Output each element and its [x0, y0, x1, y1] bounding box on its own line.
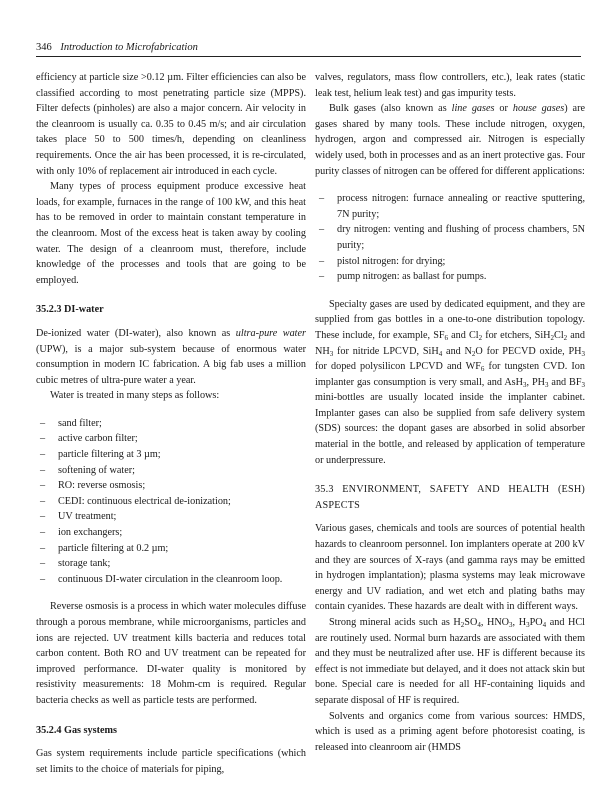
list-item: – UV treatment; — [36, 509, 306, 525]
paragraph: Reverse osmosis is a process in which water molecules diffuse through a porous membrane, while microorganisms, particles and ions are rejected. UV treatment kills bacteria and reduces total carbon content. Both RO and UV treatment can be repeated for improved performance. DI-water quality is monitored by resistivity measurements: 18 Mohm-cm is required. Regular bacteria checks as well as particle tests are performed. — [36, 601, 306, 706]
list-item: – continuous DI-water circulation in the cleanroom loop. — [36, 572, 306, 588]
page-number: 346 — [36, 42, 52, 53]
nitrogen-class-list — [315, 191, 585, 285]
paragraph: efficiency at particle size >0.12 µm. Filter efficiencies can also be classified according to most penetrating particle size (MPPS). Filter defects (pinholes) are also a major concern. Air velocity in the cleanroom is usually ca. 0.35 to 0.45 m/s; and air circulation takes place 50 to 500 times/h, depending on cleanliness requirements. Once the air has been processed, it is re-circulated, with only 10% of replacement air introduced in each cycle. — [36, 72, 306, 177]
paragraph: Gas system requirements include particle specifications (which set limits to the choice of materials for piping, — [36, 748, 306, 775]
paragraph: Solvents and organics come from various sources: HMDS, which is used as a priming agent before photoresist coating, is released into cleanroom air (HMDS — [315, 710, 585, 753]
list-item: – pistol nitrogen: for drying; — [315, 254, 585, 270]
list-item: – pump nitrogen: as ballast for pumps. — [315, 269, 585, 285]
paragraph-specialty-gases: Specialty gases are used by dedicated equipment, and they are supplied from gas bottles in a one-to-one distribution topology. These include, for example, $SF_6$ and $Cl_2$ for etchers, $SiH_2Cl_2$ and $NH_3$ for nitride LPCVD, SiH$_4$ and $N_2O$ for PECVD oxide, $PH_3$ for doped polysilicon LPCVD and $WF_6$ for tungsten CVD. Ion implanter gas consumption is very small, and AsH$_3$, $PH_3$ and $BF_3$ mini-bottles are usually located inside the implanter cabinet. Implanter gases can also be supplied from safe delivery system (SDS) sources: the dopant gases are absorbed in solid absorber material in the bottle, and released by application of temperature or underpressure. — [315, 298, 586, 466]
section-heading-esh: 35.3 ENVIRONMENT, SAFETY AND HEALTH (ESH) ASPECTS — [315, 484, 585, 511]
list-item: – RO: reverse osmosis; — [36, 478, 306, 494]
right-column — [315, 70, 585, 755]
paragraph: valves, regulators, mass flow controllers, etc.), leak rates (static leak test, helium leak test) and gas impurity tests. — [315, 72, 585, 99]
running-title: Introduction to Microfabrication — [60, 42, 198, 53]
paragraph: Bulk gases (also known as line gases or house gases) are gases shared by many tools. These include nitrogen, oxygen, hydrogen, argon and compressed air. Nitrogen is especially widely used, both in processes and as an inert protective gas. Four purity classes of nitrogen can be offered for different applications: — [315, 103, 585, 177]
paragraph: Many types of process equipment produce excessive heat loads, for example, furnaces in the range of 100 kW, and this heat has to be removed in order to maintain constant temperature in the cleanroom. Most of the excess heat is taken away by cooling water. The design of a cleanroom must, therefore, include knowledge of the processes and tools that are going to be employed. — [36, 181, 306, 286]
list-item: – storage tank; — [36, 556, 306, 572]
list-item: – ion exchangers; — [36, 525, 306, 541]
list-item: – dry nitrogen: venting and flushing of process chambers, 5N purity; — [315, 222, 585, 253]
section-heading-di-water: 35.2.3 DI-water — [36, 304, 104, 316]
section-heading-gas-systems: 35.2.4 Gas systems — [36, 724, 117, 736]
paragraph: Water is treated in many steps as follows: — [50, 390, 220, 402]
running-header — [36, 42, 581, 57]
left-column — [36, 70, 306, 777]
list-item: – sand filter; — [36, 416, 306, 432]
paragraph: De-ionized water (DI-water), also known as ultra-pure water (UPW), is a major sub-system because of enormous water consumption in modern IC fabrication. A big fab uses a million cubic metres of ultra-pure water a year. — [36, 327, 306, 386]
water-treatment-list — [36, 416, 306, 588]
paragraph-acids: Strong mineral acids such as $H_2SO_4$, $HNO_3$, $H_3PO_4$ and HCl are routinely used. Normal burn hazards are associated with them and they must be neutralized after use. HF is different because its effect is not immediate but delayed, and it does not attack skin but bone. Special care is needed for all HF-containing liquids and separate disposal of HF is required. — [315, 617, 586, 706]
list-item: – active carbon filter; — [36, 431, 306, 447]
list-item: – particle filtering at 3 µm; — [36, 447, 306, 463]
list-item: – process nitrogen: furnace annealing or reactive sputtering, 7N purity; — [315, 191, 585, 222]
list-item: – CEDI: continuous electrical de-ionization; — [36, 494, 306, 510]
list-item: – particle filtering at 0.2 µm; — [36, 541, 306, 557]
list-item: – softening of water; — [36, 463, 306, 479]
paragraph: Various gases, chemicals and tools are sources of potential health hazards to cleanroom personnel. Ion implanters operate at 200 kV and they are sources of X-rays (and gamma rays may be emitted in hydrogen implantation); plasma systems may leak microwave energy and UV radiation, and wet etch and plating baths may contain cyanides. These hazards are dealt with in different ways. — [315, 523, 585, 613]
